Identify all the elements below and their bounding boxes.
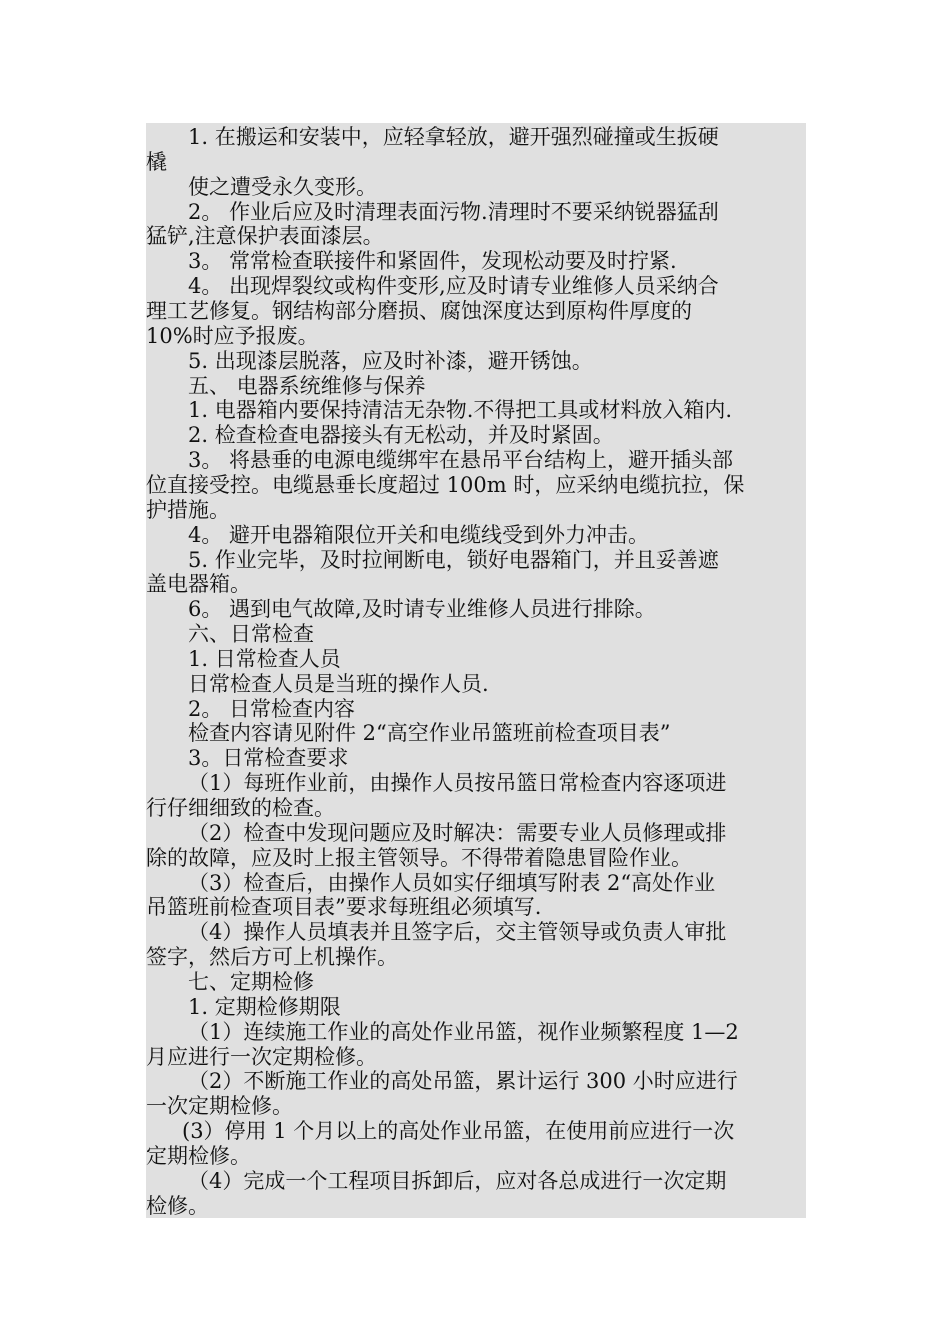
text-line: 5. 出现漆层脱落，应及时补漆，避开锈蚀。 xyxy=(188,348,593,373)
text-line: （4）完成一个工程项目拆卸后，应对各总成进行一次定期 xyxy=(188,1168,727,1193)
text-line: 4。 出现焊裂纹或构件变形,应及时请专业维修人员采纳合 xyxy=(188,274,719,299)
text-line: 盖电器箱。 xyxy=(146,572,251,597)
document-body xyxy=(146,123,806,1218)
text-line: 3。 将悬垂的电源电缆绑牢在悬吊平台结构上，避开插头部 xyxy=(188,448,734,473)
section-heading: 五、 电器系统维修与保养 xyxy=(188,373,426,398)
text-line: 行仔细细致的检查。 xyxy=(146,796,335,820)
subsection-heading: 3。日常检查要求 xyxy=(188,746,349,771)
text-line: 1. 电器箱内要保持清洁无杂物.不得把工具或材料放入箱内. xyxy=(188,398,733,423)
text-line: （1）连续施工作业的高处作业吊篮，视作业频繁程度 1—2 xyxy=(188,1019,739,1044)
text-line: 6。 遇到电气故障,及时请专业维修人员进行排除。 xyxy=(188,597,656,622)
text-line: （4）操作人员填表并且签字后，交主管领导或负责人审批 xyxy=(188,920,727,945)
text-line: 4。 避开电器箱限位开关和电缆线受到外力冲击。 xyxy=(188,522,650,547)
text-line: 护措施。 xyxy=(146,497,230,522)
text-line: 检查内容请见附件 2“高空作业吊篮班前检查项目表” xyxy=(188,721,671,746)
text-line: 一次定期检修。 xyxy=(146,1094,293,1119)
subsection-heading: 1. 日常检查人员 xyxy=(188,646,341,671)
text-line: 5. 作业完毕，及时拉闸断电，锁好电器箱门，并且妥善遮 xyxy=(188,547,719,572)
text-line: 2. 检查检查电器接头有无松动，并及时紧固。 xyxy=(188,423,614,448)
text-line: 理工艺修复。钢结构部分磨损、腐蚀深度达到原构件厚度的 xyxy=(146,299,692,323)
section-heading: 六、日常检查 xyxy=(188,622,314,646)
text-line: （3）检查后，由操作人员如实仔细填写附表 2“高处作业 xyxy=(188,870,716,895)
text-line: 签字，然后方可上机操作。 xyxy=(146,945,398,970)
text-line: 1. 在搬运和安装中，应轻拿轻放，避开强烈碰撞或生扳硬 xyxy=(188,125,719,149)
text-line: （2）检查中发现问题应及时解决：需要专业人员修理或排 xyxy=(188,820,727,845)
text-line: 3。 常常检查联接件和紧固件，发现松动要及时拧紧. xyxy=(188,249,677,274)
text-line: 定期检修。 xyxy=(146,1143,251,1168)
text-line: 猛铲,注意保护表面漆层。 xyxy=(146,224,384,249)
text-line: 检修。 xyxy=(146,1193,209,1218)
text-line: 10%时应予报废。 xyxy=(146,323,319,348)
text-line: (3）停用 1 个月以上的高处作业吊篮，在使用前应进行一次 xyxy=(182,1119,735,1143)
subsection-heading: 2。 日常检查内容 xyxy=(188,696,356,721)
text-line: 吊篮班前检查项目表”要求每班组必须填写. xyxy=(146,895,542,920)
text-line: 使之遭受永久变形。 xyxy=(188,174,377,199)
text-line: （2）不断施工作业的高处吊篮，累计运行 300 小时应进行 xyxy=(188,1069,738,1094)
section-heading: 七、定期检修 xyxy=(188,969,314,994)
text-line: 位直接受控。电缆悬垂长度超过 100m 时，应采纳电缆抗拉，保 xyxy=(146,472,745,497)
subsection-heading: 1. 定期检修期限 xyxy=(188,994,341,1019)
text-line: 除的故障，应及时上报主管领导。不得带着隐患冒险作业。 xyxy=(146,845,692,870)
text-line: 日常检查人员是当班的操作人员. xyxy=(188,671,489,696)
text-line: 月应进行一次定期检修。 xyxy=(146,1044,377,1069)
text-line: （1）每班作业前，由操作人员按吊篮日常检查内容逐项进 xyxy=(188,771,727,796)
text-line: 橇 xyxy=(146,149,167,174)
text-line: 2。 作业后应及时清理表面污物.清理时不要采纳锐器猛刮 xyxy=(188,199,719,224)
